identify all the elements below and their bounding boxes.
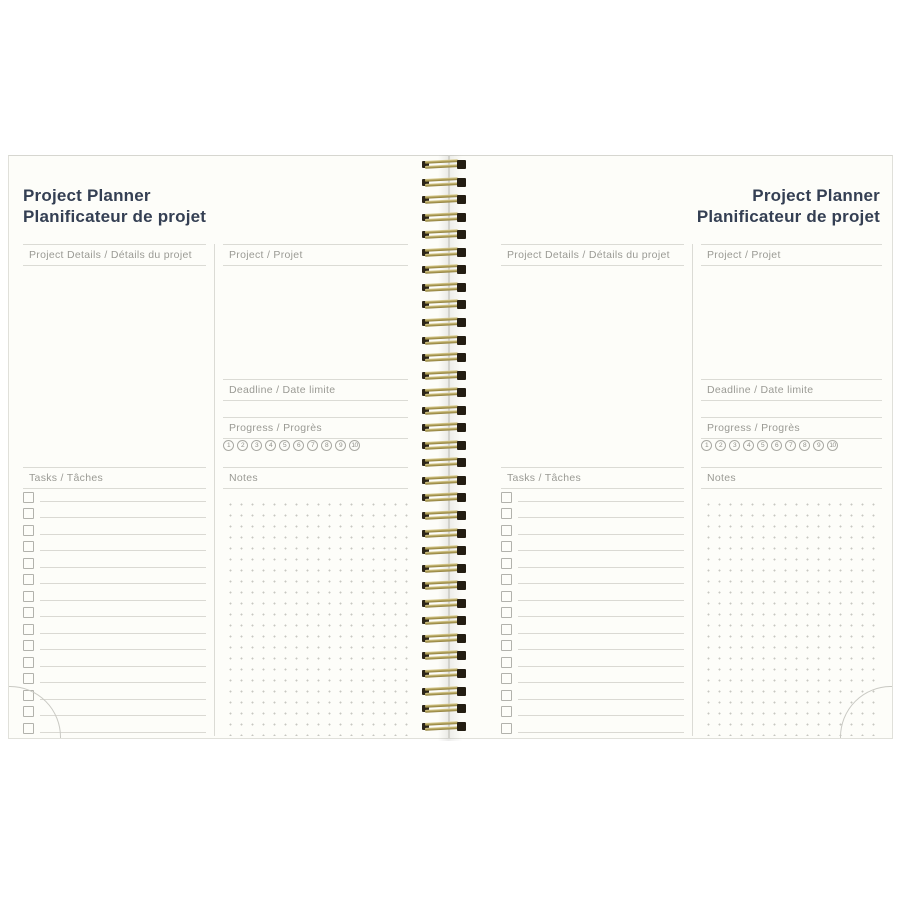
- progress-step-circle: 4: [743, 440, 754, 451]
- task-row: [23, 538, 206, 555]
- spiral-punch-hole-right: [457, 230, 466, 239]
- progress-step-circle: 1: [701, 440, 712, 451]
- task-checkbox-icon: [23, 624, 34, 635]
- spiral-wire-top: [425, 194, 458, 198]
- spiral-wire-top: [425, 300, 458, 304]
- task-writing-line: [40, 567, 206, 568]
- task-writing-line: [40, 550, 206, 551]
- page-title-fr: Planificateur de projet: [696, 206, 880, 226]
- page-title-en: Project Planner: [23, 186, 151, 205]
- progress-step-circle: 9: [335, 440, 346, 451]
- spiral-wire-top: [425, 528, 458, 532]
- task-row: [23, 587, 206, 604]
- progress-step-circle: 8: [799, 440, 810, 451]
- spiral-wire-top: [425, 317, 458, 321]
- project-label: Project / Projet: [701, 244, 882, 266]
- planner-book: [8, 155, 893, 741]
- spiral-wire-bottom: [425, 287, 458, 291]
- task-writing-line: [518, 501, 684, 502]
- spiral-wire-bottom: [425, 726, 458, 730]
- spiral-wire-top: [425, 668, 458, 672]
- deadline-label: Deadline / Date limite: [701, 379, 882, 401]
- task-row: [23, 670, 206, 687]
- task-row: [23, 686, 206, 703]
- spiral-wire-loop: [422, 686, 466, 697]
- spiral-wire-top: [425, 405, 458, 409]
- task-writing-line: [40, 534, 206, 535]
- spiral-wire-loop: [422, 387, 466, 398]
- task-writing-line: [518, 732, 684, 733]
- task-checkbox-icon: [501, 591, 512, 602]
- spiral-punch-hole-right: [457, 634, 466, 643]
- spiral-wire-loop: [422, 405, 466, 416]
- spiral-wire-bottom: [425, 638, 458, 642]
- spiral-wire-top: [425, 264, 458, 268]
- spiral-wire-top: [425, 352, 458, 356]
- spiral-wire-top: [425, 229, 458, 233]
- progress-step-circle: 5: [279, 440, 290, 451]
- progress-step-circle: 3: [729, 440, 740, 451]
- task-checkbox-icon: [501, 492, 512, 503]
- task-checkbox-icon: [23, 541, 34, 552]
- task-writing-line: [40, 616, 206, 617]
- spiral-wire-bottom: [425, 445, 458, 449]
- spiral-punch-hole-right: [457, 248, 466, 257]
- column-divider: [214, 244, 215, 736]
- spiral-punch-hole-right: [457, 476, 466, 485]
- deadline-label: Deadline / Date limite: [223, 379, 408, 401]
- project-label: Project / Projet: [223, 244, 408, 266]
- task-row: [23, 653, 206, 670]
- spiral-wire-bottom: [425, 498, 458, 502]
- spiral-wire-top: [425, 545, 458, 549]
- spiral-punch-hole-right: [457, 371, 466, 380]
- spiral-wire-bottom: [425, 708, 458, 712]
- spiral-wire-top: [425, 440, 458, 444]
- spiral-wire-top: [425, 510, 458, 514]
- spiral-wire-loop: [422, 580, 466, 591]
- progress-step-circle: 7: [307, 440, 318, 451]
- spiral-wire-loop: [422, 492, 466, 503]
- spiral-punch-hole-right: [457, 178, 466, 187]
- task-row: [501, 719, 684, 736]
- task-list: [501, 488, 684, 736]
- spiral-wire-top: [425, 615, 458, 619]
- spiral-wire-top: [425, 422, 458, 426]
- spiral-wire-bottom: [425, 480, 458, 484]
- task-writing-line: [40, 732, 206, 733]
- spiral-wire-loop: [422, 229, 466, 240]
- spiral-punch-hole-right: [457, 265, 466, 274]
- task-row: [501, 620, 684, 637]
- notes-label: Notes: [701, 467, 882, 489]
- spiral-wire-bottom: [425, 269, 458, 273]
- spiral-punch-hole-right: [457, 564, 466, 573]
- spiral-wire-top: [425, 335, 458, 339]
- spiral-punch-hole-right: [457, 388, 466, 397]
- spiral-wire-top: [425, 686, 458, 690]
- page-title-fr: Planificateur de projet: [23, 206, 207, 226]
- progress-scale: [223, 439, 408, 452]
- task-writing-line: [40, 501, 206, 502]
- spiral-wire-loop: [422, 264, 466, 275]
- task-row: [501, 571, 684, 588]
- spiral-wire-top: [425, 177, 458, 181]
- task-writing-line: [40, 682, 206, 683]
- spiral-punch-hole-right: [457, 213, 466, 222]
- progress-step-circle: 1: [223, 440, 234, 451]
- spiral-wire-top: [425, 598, 458, 602]
- spiral-wire-bottom: [425, 182, 458, 186]
- task-checkbox-icon: [501, 657, 512, 668]
- spiral-wire-bottom: [425, 322, 458, 326]
- spiral-wire-top: [425, 580, 458, 584]
- task-checkbox-icon: [501, 673, 512, 684]
- spiral-wire-loop: [422, 528, 466, 539]
- spiral-punch-hole-right: [457, 599, 466, 608]
- task-checkbox-icon: [23, 492, 34, 503]
- spiral-punch-hole-right: [457, 616, 466, 625]
- spiral-wire-loop: [422, 335, 466, 346]
- task-row: [501, 686, 684, 703]
- spiral-punch-hole-right: [457, 493, 466, 502]
- page-title: [697, 186, 880, 227]
- task-checkbox-icon: [501, 640, 512, 651]
- task-row: [23, 620, 206, 637]
- task-writing-line: [518, 699, 684, 700]
- task-checkbox-icon: [23, 591, 34, 602]
- spiral-wire-bottom: [425, 164, 458, 168]
- spiral-punch-hole-right: [457, 406, 466, 415]
- spiral-wire-bottom: [425, 673, 458, 677]
- progress-step-circle: 4: [265, 440, 276, 451]
- spiral-wire-bottom: [425, 357, 458, 361]
- spiral-wire-top: [425, 703, 458, 707]
- spiral-wire-top: [425, 475, 458, 479]
- task-checkbox-icon: [501, 690, 512, 701]
- spiral-wire-loop: [422, 159, 466, 170]
- spiral-punch-hole-right: [457, 283, 466, 292]
- task-checkbox-icon: [501, 624, 512, 635]
- spiral-wire-bottom: [425, 217, 458, 221]
- task-row: [23, 488, 206, 505]
- task-writing-line: [518, 583, 684, 584]
- page-right: [449, 155, 893, 739]
- spiral-wire-loop: [422, 545, 466, 556]
- spiral-punch-hole-right: [457, 160, 466, 169]
- task-row: [23, 505, 206, 522]
- task-checkbox-icon: [23, 525, 34, 536]
- spiral-punch-hole-right: [457, 687, 466, 696]
- progress-step-circle: 7: [785, 440, 796, 451]
- spiral-wire-loop: [422, 177, 466, 188]
- task-writing-line: [40, 699, 206, 700]
- progress-label: Progress / Progrès: [701, 417, 882, 439]
- task-checkbox-icon: [23, 508, 34, 519]
- task-list: [23, 488, 206, 736]
- page-left: [8, 155, 449, 739]
- progress-step-circle: 3: [251, 440, 262, 451]
- task-row: [501, 587, 684, 604]
- task-row: [501, 488, 684, 505]
- spiral-wire-loop: [422, 668, 466, 679]
- task-row: [23, 604, 206, 621]
- task-checkbox-icon: [501, 723, 512, 734]
- spiral-wire-bottom: [425, 234, 458, 238]
- spiral-wire-top: [425, 457, 458, 461]
- spiral-wire-loop: [422, 194, 466, 205]
- spiral-wire-loop: [422, 299, 466, 310]
- task-writing-line: [518, 600, 684, 601]
- task-checkbox-icon: [501, 607, 512, 618]
- progress-step-circle: 6: [293, 440, 304, 451]
- spiral-wire-bottom: [425, 199, 458, 203]
- task-checkbox-icon: [501, 541, 512, 552]
- task-writing-line: [518, 649, 684, 650]
- task-row: [501, 703, 684, 720]
- spiral-wire-loop: [422, 422, 466, 433]
- spiral-wire-bottom: [425, 252, 458, 256]
- spiral-punch-hole-right: [457, 546, 466, 555]
- spiral-wire-top: [425, 563, 458, 567]
- task-row: [23, 637, 206, 654]
- spiral-wire-bottom: [425, 550, 458, 554]
- spiral-punch-hole-right: [457, 704, 466, 713]
- task-writing-line: [518, 715, 684, 716]
- task-writing-line: [518, 567, 684, 568]
- progress-step-circle: 9: [813, 440, 824, 451]
- spiral-punch-hole-right: [457, 195, 466, 204]
- spiral-wire-loop: [422, 721, 466, 732]
- spiral-wire-top: [425, 247, 458, 251]
- spiral-wire-top: [425, 370, 458, 374]
- spiral-wire-loop: [422, 212, 466, 223]
- spiral-wire-loop: [422, 703, 466, 714]
- progress-step-circle: 10: [827, 440, 838, 451]
- spiral-punch-hole-right: [457, 353, 466, 362]
- spiral-wire-top: [425, 282, 458, 286]
- progress-step-circle: 5: [757, 440, 768, 451]
- task-checkbox-icon: [501, 558, 512, 569]
- spiral-wire-loop: [422, 650, 466, 661]
- spiral-binding: [422, 157, 466, 739]
- task-checkbox-icon: [23, 673, 34, 684]
- progress-step-circle: 6: [771, 440, 782, 451]
- notes-label: Notes: [223, 467, 408, 489]
- spiral-punch-hole-right: [457, 511, 466, 520]
- tasks-label: Tasks / Tâches: [23, 467, 206, 489]
- spiral-wire-bottom: [425, 462, 458, 466]
- spiral-wire-bottom: [425, 603, 458, 607]
- spiral-punch-hole-right: [457, 458, 466, 467]
- task-row: [23, 521, 206, 538]
- spiral-wire-loop: [422, 457, 466, 468]
- task-writing-line: [40, 666, 206, 667]
- spiral-wire-bottom: [425, 375, 458, 379]
- spiral-wire-top: [425, 212, 458, 216]
- task-row: [501, 653, 684, 670]
- spiral-punch-hole-right: [457, 441, 466, 450]
- task-row: [501, 604, 684, 621]
- task-checkbox-icon: [23, 657, 34, 668]
- task-writing-line: [518, 633, 684, 634]
- spiral-punch-hole-right: [457, 300, 466, 309]
- task-writing-line: [40, 715, 206, 716]
- task-row: [23, 554, 206, 571]
- project-details-label: Project Details / Détails du projet: [23, 244, 206, 266]
- spiral-wire-bottom: [425, 620, 458, 624]
- spiral-punch-hole-right: [457, 529, 466, 538]
- task-checkbox-icon: [23, 640, 34, 651]
- spiral-wire-bottom: [425, 515, 458, 519]
- spiral-wire-loop: [422, 598, 466, 609]
- spiral-wire-loop: [422, 563, 466, 574]
- spiral-wire-loop: [422, 352, 466, 363]
- spiral-punch-hole-right: [457, 722, 466, 731]
- page-title: [23, 186, 206, 227]
- task-writing-line: [518, 682, 684, 683]
- spiral-wire-loop: [422, 475, 466, 486]
- task-writing-line: [40, 633, 206, 634]
- spiral-wire-bottom: [425, 533, 458, 537]
- spiral-wire-top: [425, 387, 458, 391]
- column-divider: [692, 244, 693, 736]
- spiral-wire-top: [425, 633, 458, 637]
- spiral-wire-bottom: [425, 691, 458, 695]
- spiral-wire-bottom: [425, 392, 458, 396]
- task-checkbox-icon: [501, 525, 512, 536]
- task-writing-line: [518, 517, 684, 518]
- spiral-punch-hole-right: [457, 423, 466, 432]
- page-title-en: Project Planner: [752, 186, 880, 205]
- progress-step-circle: 2: [237, 440, 248, 451]
- task-row: [501, 521, 684, 538]
- spiral-punch-hole-right: [457, 669, 466, 678]
- progress-scale: [701, 439, 882, 452]
- spiral-punch-hole-right: [457, 581, 466, 590]
- spiral-wire-bottom: [425, 656, 458, 660]
- task-writing-line: [518, 666, 684, 667]
- task-writing-line: [40, 600, 206, 601]
- progress-step-circle: 2: [715, 440, 726, 451]
- spiral-wire-loop: [422, 247, 466, 258]
- spiral-wire-loop: [422, 440, 466, 451]
- spiral-wire-bottom: [425, 410, 458, 414]
- progress-step-circle: 8: [321, 440, 332, 451]
- spiral-wire-top: [425, 721, 458, 725]
- spiral-wire-loop: [422, 633, 466, 644]
- spiral-wire-top: [425, 493, 458, 497]
- spiral-wire-loop: [422, 615, 466, 626]
- task-row: [501, 670, 684, 687]
- task-writing-line: [518, 534, 684, 535]
- task-row: [501, 637, 684, 654]
- spiral-wire-bottom: [425, 568, 458, 572]
- task-row: [501, 538, 684, 555]
- spiral-wire-top: [425, 159, 458, 163]
- notes-dot-grid: [223, 496, 408, 736]
- project-details-label: Project Details / Détails du projet: [501, 244, 684, 266]
- progress-label: Progress / Progrès: [223, 417, 408, 439]
- task-row: [501, 505, 684, 522]
- progress-step-circle: 10: [349, 440, 360, 451]
- spiral-punch-hole-right: [457, 336, 466, 345]
- task-writing-line: [40, 649, 206, 650]
- task-row: [501, 554, 684, 571]
- task-writing-line: [40, 517, 206, 518]
- spiral-wire-loop: [422, 282, 466, 293]
- task-checkbox-icon: [501, 508, 512, 519]
- spiral-wire-loop: [422, 510, 466, 521]
- spiral-wire-bottom: [425, 305, 458, 309]
- spiral-wire-loop: [422, 317, 466, 328]
- task-writing-line: [518, 550, 684, 551]
- spiral-wire-top: [425, 651, 458, 655]
- task-writing-line: [40, 583, 206, 584]
- spiral-punch-hole-right: [457, 651, 466, 660]
- task-checkbox-icon: [501, 706, 512, 717]
- task-checkbox-icon: [501, 574, 512, 585]
- task-writing-line: [518, 616, 684, 617]
- tasks-label: Tasks / Tâches: [501, 467, 684, 489]
- spiral-punch-hole-right: [457, 318, 466, 327]
- task-checkbox-icon: [23, 574, 34, 585]
- task-checkbox-icon: [23, 607, 34, 618]
- spiral-wire-loop: [422, 370, 466, 381]
- spiral-wire-bottom: [425, 427, 458, 431]
- spiral-wire-bottom: [425, 340, 458, 344]
- spiral-wire-bottom: [425, 585, 458, 589]
- task-checkbox-icon: [23, 558, 34, 569]
- task-row: [23, 571, 206, 588]
